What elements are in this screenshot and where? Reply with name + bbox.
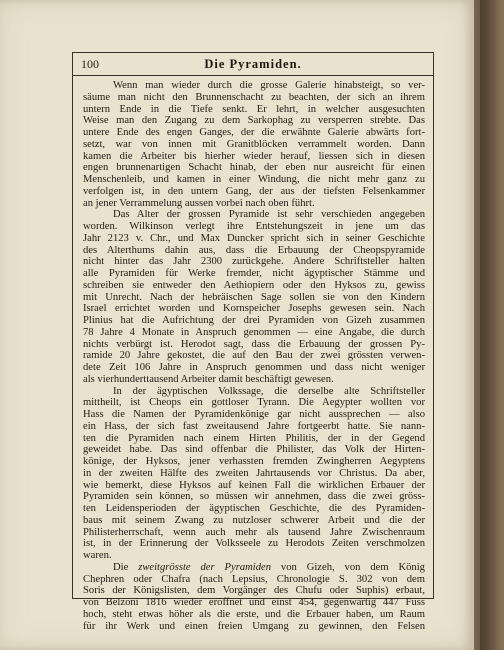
text-line: an jener Verrammelung aussen vorbei nach oben führt. [83,197,315,209]
book-spine [474,0,504,650]
text-line: für ihr Werk und einen freien Umgang zu gewinnen, den Felsen [83,620,425,632]
text-line: von Belzoni 1816 wieder eröffnet und einst 454, gegenwärtig 447 Fuss [83,597,425,608]
text-line: könige, der Hyksos, jener verhassten fremden Zwingherren Aegyptens [83,456,425,467]
text-line: Soris der Königslisten, dem Vorgänger des Chufu oder Suphis) erbaut, [83,585,425,597]
italic-phrase: zweitgrösste der Pyramiden [138,561,271,573]
text-line: mit Unrecht. Nach der hebräischen Sage sollen sie von den Kindern [83,291,425,303]
running-title: Die Pyramiden. [204,57,302,71]
text-line: setzt, war von innen mit Granitblöcken verrammelt worden. Dann [83,138,425,150]
text-line: ten die Pyramiden nach einem Hirten Philitis, der in der Gegend [83,432,425,444]
text-line: untere Ende des engen Ganges, der die erwähnte Galerie abwärts fort- [83,127,425,138]
text-line: untern Ende in die Tiefe senkt. Er lehrt, in welcher ausgesuchten [83,103,425,115]
text-line: Chephren oder Chafra (nach Lepsius, Chronologie S. 302 von dem [83,573,425,585]
text-line: dete Zeit 106 Jahre in Anspruch genommen und dass nicht weniger [83,362,425,373]
text-line: nichts verbürgt ist. Herodot sagt, dass die Erbauung der grossen Py- [83,338,425,350]
text-line: Jahr 2123 v. Chr., und Max Duncker spricht sich in seiner Geschichte [83,232,425,244]
text-line: engen brunnenartigen Schacht hinab, der eben nur ausreicht für einen [83,162,425,174]
text-line: Philisterherrschaft, wenn auch mehr als tausend Jahre Zwischenraum [83,526,425,538]
text-line: Hass die Namen der Pyramidenkönige gar nicht aussprechen — also [83,409,425,420]
page-header [73,53,433,76]
text-line: Das Alter der grossen Pyramide ist sehr verschieden angegeben [113,209,425,221]
text-frame [72,52,434,632]
body-text [83,80,425,632]
text-line: ein Hass, der sich fast zweitausend Jahre fortgeerbt hatte. Sie nann- [83,420,425,432]
text-line: ist, in der Erinnerung der Volksseele zu Herodots Zeiten verschmolzen [83,538,425,550]
text-line: 78 Jahre 4 Monate in Anspruch genommen — eine Angabe, die durch [83,326,425,338]
text-line: alle Pyramiden für Werke fremder, nicht ägyptischer Stämme und [83,268,425,279]
text-line: baus mit seinem Zwang zu nutzloser schwerer Arbeit und die der [83,514,425,526]
text-line: Pyramiden sein können, so müssen wir annehmen, dass die zwei gröss- [83,491,425,503]
text-line: Israel errichtet worden und Kornspeicher Josephs gewesen sein. Nach [83,303,425,315]
text-line: in der zweiten Hälfte des zweiten Jahrtausends vor Christus. Da aber, [83,467,425,479]
text-line: worden. Wilkinson verlegt ihre Entstehungszeit in jene um das [83,221,425,232]
text-line: kamen die Arbeiter bis hierher wieder herauf, liessen sich in diesen [83,150,425,162]
text-line: Weise man den Zugang zu dem Sarkophag zu versperren strebte. Das [83,115,425,127]
text-line: ten Leidensperioden der ägyptischen Geschichte, die des Pyramiden- [83,503,425,514]
text-line: geweidet habe. Das sind offenbar die Philister, das Volk der Hirten- [83,444,425,456]
text-line: wie bemerkt, diese Hyksos auf keinen Fall die wirklichen Erbauer der [83,479,425,491]
text-line: mittheilt, ist Cheops ein gottloser Tyrann. Die Aegypter wollten vor [83,397,425,409]
text-line: waren. [83,550,112,561]
text-line: schreiben sie entweder den Aethiopiern oder den Hyksos zu, gewiss [83,279,425,291]
text-line: In der ägyptischen Volkssage, die derselbe alte Schriftsteller [113,385,425,397]
text-line: Menschenleib, und kamen in einer Windung, die nicht mehr ganz zu [83,174,425,185]
text-line: verfolgen ist, in den untern Gang, der aus der tiefsten Felsenkammer [83,185,425,197]
text-line: nicht hinter das Jahr 2300 zurückgehe. Andere Schriftsteller halten [83,256,425,268]
text-line: säume man nicht den Brunnenschacht zu beachten, der sich an ihrem [83,91,425,103]
text-line: hoch, steht etwas höher als die erste, und die Erbauer haben, um Raum [83,608,425,620]
text-line: ramide 20 Jahre gekostet, die auf den Bau der zwei grössten verwen- [83,350,425,362]
text-line: Plinius hat die Aufrichtung der drei Pyramiden von Gizeh zusammen [83,315,425,326]
text-line: Die zweitgrösste der Pyramiden von Gizeh, von dem König [113,561,425,573]
text-line: als vierhunderttausend Arbeiter damit beschäftigt gewesen. [83,373,334,385]
page-number: 100 [81,57,99,71]
text-line: Wenn man wieder durch die grosse Galerie hinabsteigt, so ver- [113,80,425,91]
text-line: des Alterthums dahin aus, dass die Erbauung der Cheopspyramide [83,244,425,256]
